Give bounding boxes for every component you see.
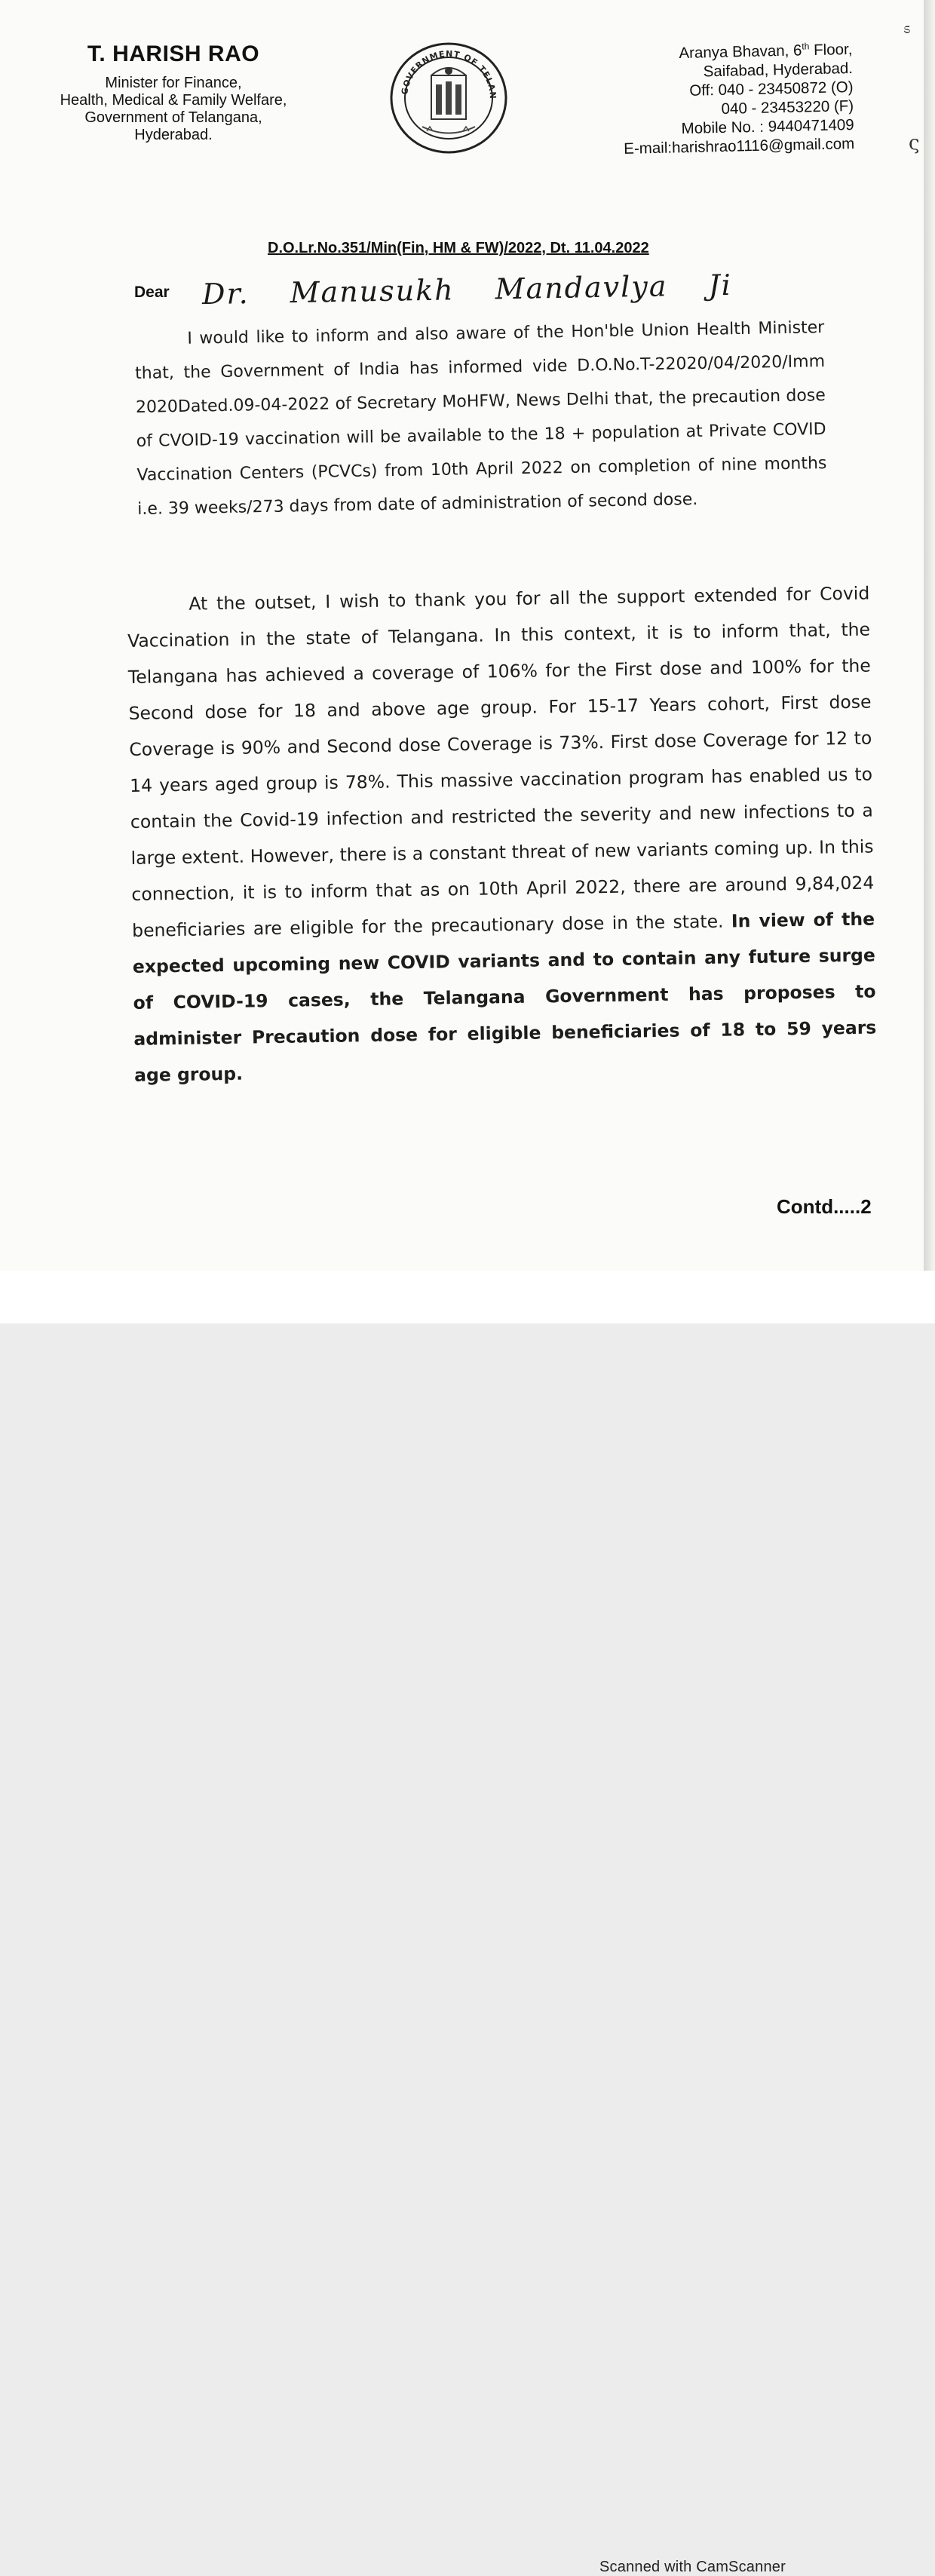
margin-mark: ಽ xyxy=(903,21,911,37)
margin-mark: ς xyxy=(909,132,920,155)
address-line: Aranya Bhavan, 6th Floor, xyxy=(679,40,853,63)
fax-number: 040 - 23453220 (F) xyxy=(721,97,854,118)
office-phone: Off: 040 - 23450872 (O) xyxy=(689,78,854,100)
continued-marker: Contd.....2 xyxy=(777,1195,872,1218)
handwritten-addressee: Dr. Manusukh Mandavlya Ji xyxy=(201,268,733,311)
scanner-footer xyxy=(0,1271,935,2575)
sender-title-line: Health, Medical & Family Welfare, xyxy=(60,92,287,109)
sender-name: T. HARISH RAO xyxy=(87,41,260,66)
sender-address-block xyxy=(573,36,854,159)
email-address: E-mail:harishrao1116@gmail.com xyxy=(624,134,855,158)
salutation-label: Dear xyxy=(134,284,170,301)
mobile-number: Mobile No. : 9440471409 xyxy=(681,115,854,137)
page-edge xyxy=(924,0,935,1271)
reference-number: D.O.Lr.No.351/Min(Fin, HM & FW)/2022, Dt. 11.04.2022 xyxy=(268,240,649,256)
seal-text: GOVERNMENT OF TELAN xyxy=(400,48,498,100)
sender-title-line: Hyderabad. xyxy=(134,127,213,143)
sender-title-line: Government of Telangana, xyxy=(84,109,262,126)
letter-page xyxy=(0,0,924,1271)
sender-block xyxy=(30,41,317,144)
sender-title-line: Minister for Finance, xyxy=(105,75,242,91)
telangana-emblem-icon xyxy=(385,38,513,158)
paragraph-2-text: At the outset, I wish to thank you for all the support extended for Covid Vaccination in the state of Telangana. In this context, it is to inform that, the Telangana has achieved a coverage of 106% for the First dose and 100% for the Second dose for 18 and above age group. For 15-17 Years cohort, First dose Coverage is 90% and Second dose Coverage is 73%. First dose Coverage for 12 to 14 years aged group is 78%. This massive vaccination program has enabled us to contain the Covid-19 infection and restricted the severity and new infections to a large extent. However, there is a constant threat of new variants coming up. In this connection, it is to inform that as on 10th April 2022, there are around 9,84,024 beneficiaries are eligible for the precautionary dose in the state. xyxy=(127,582,875,941)
paragraph-2 xyxy=(127,575,877,1093)
camscanner-watermark: Scanned with CamScanner xyxy=(599,2559,786,2575)
paragraph-1: I would like to inform and also aware of the Hon'ble Union Health Minister that, the Government of India has informed vide D.O.No.T-22020/04/2020/Imm 2020Dated.09-04-2022 of Secretary MoHFW, News Delhi that, the precaution dose of CVOID-19 vaccination will be available to the 18 + population at Private COVID Vaccination Centers (PCVCs) from 10th April 2022 on completion of nine months i.e. 39 weeks/273 days from date of administration of second dose. xyxy=(134,318,827,519)
address-line: Saifabad, Hyderabad. xyxy=(703,59,854,81)
paragraph-2-emphasis: In view of the expected upcoming new COVID variants and to contain any future surge of COVID-19 cases, the Telangana Government has proposes to administer Precaution dose for eligible beneficiaries of 18 to 59 years age group. xyxy=(132,908,877,1086)
